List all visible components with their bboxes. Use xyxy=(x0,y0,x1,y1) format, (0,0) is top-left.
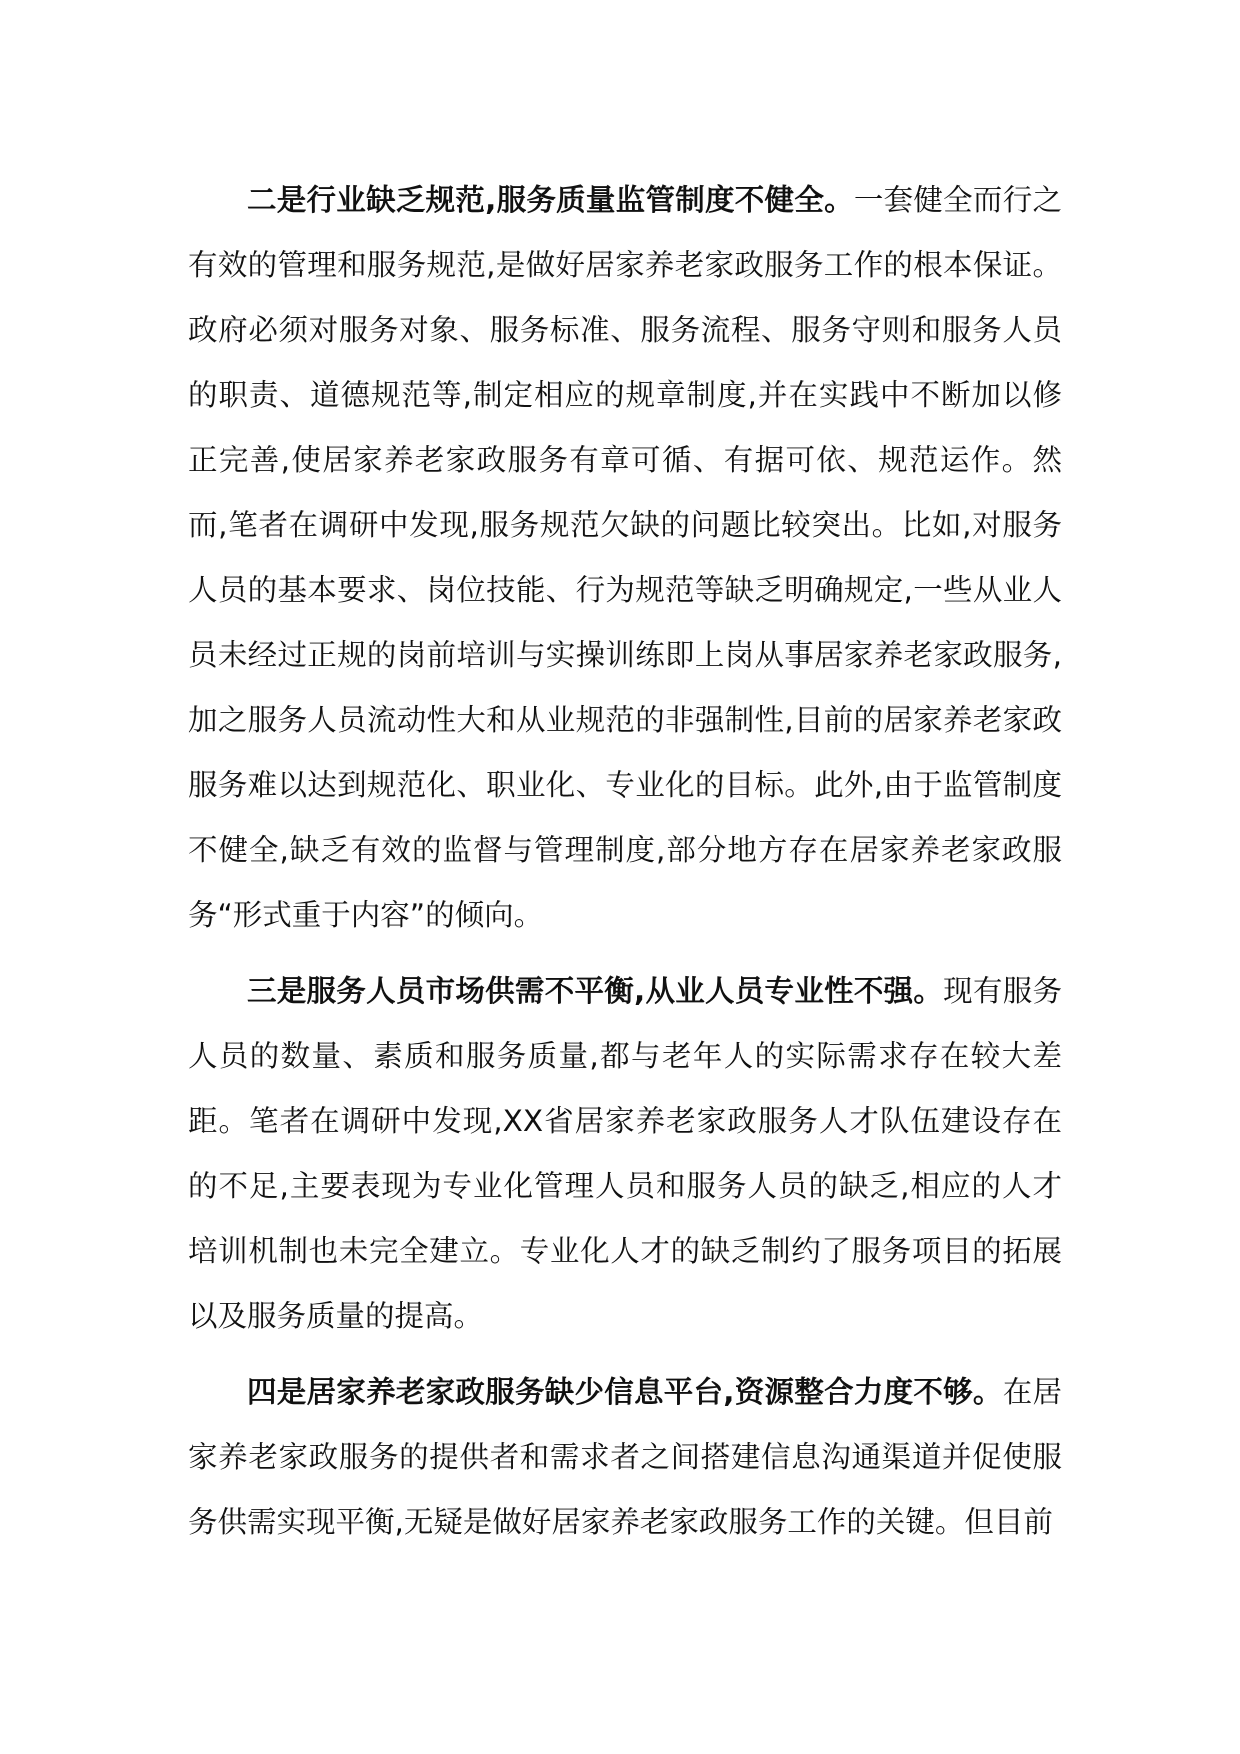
paragraph-industry-standards xyxy=(188,168,1062,948)
paragraph-lead: 四是居家养老家政服务缺少信息平台,资源整合力度不够。 xyxy=(247,1375,1003,1409)
paragraph-text: 在居家养老家政服务的提供者和需求者之间搭建信息沟通渠道并促使服务供需实现平衡,无疑是做好居家养老家政服务工作的关键。但目前 xyxy=(188,1375,1062,1539)
paragraph-text: 现有服务人员的数量、素质和服务质量,都与老年人的实际需求存在较大差距。笔者在调研中发现,XX省居家养老家政服务人才队伍建设存在的不足,主要表现为专业化管理人员和服务人员的缺乏,相应的人才培训机制也未完全建立。专业化人才的缺乏制约了服务项目的拓展以及服务质量的提高。 xyxy=(188,974,1062,1333)
paragraph-staff-supply xyxy=(188,959,1062,1349)
paragraph-text: 一套健全而行之有效的管理和服务规范,是做好居家养老家政服务工作的根本保证。政府必须对服务对象、服务标准、服务流程、服务守则和服务人员的职责、道德规范等,制定相应的规章制度,并在实践中不断加以修正完善,使居家养老家政服务有章可循、有据可依、规范运作。然而,笔者在调研中发现,服务规范欠缺的问题比较突出。比如,对服务人员的基本要求、岗位技能、行为规范等缺乏明确规定,一些从业人员未经过正规的岗前培训与实操训练即上岗从事居家养老家政服务,加之服务人员流动性大和从业规范的非强制性,目前的居家养老家政服务难以达到规范化、职业化、专业化的目标。此外,由于监管制度不健全,缺乏有效的监督与管理制度,部分地方存在居家养老家政服务“形式重于内容”的倾向。 xyxy=(188,183,1062,932)
paragraph-lead: 二是行业缺乏规范,服务质量监管制度不健全。 xyxy=(247,183,854,217)
paragraph-lead: 三是服务人员市场供需不平衡,从业人员专业性不强。 xyxy=(247,974,944,1008)
paragraph-information-platform xyxy=(188,1360,1062,1555)
document-body xyxy=(188,168,1062,1555)
